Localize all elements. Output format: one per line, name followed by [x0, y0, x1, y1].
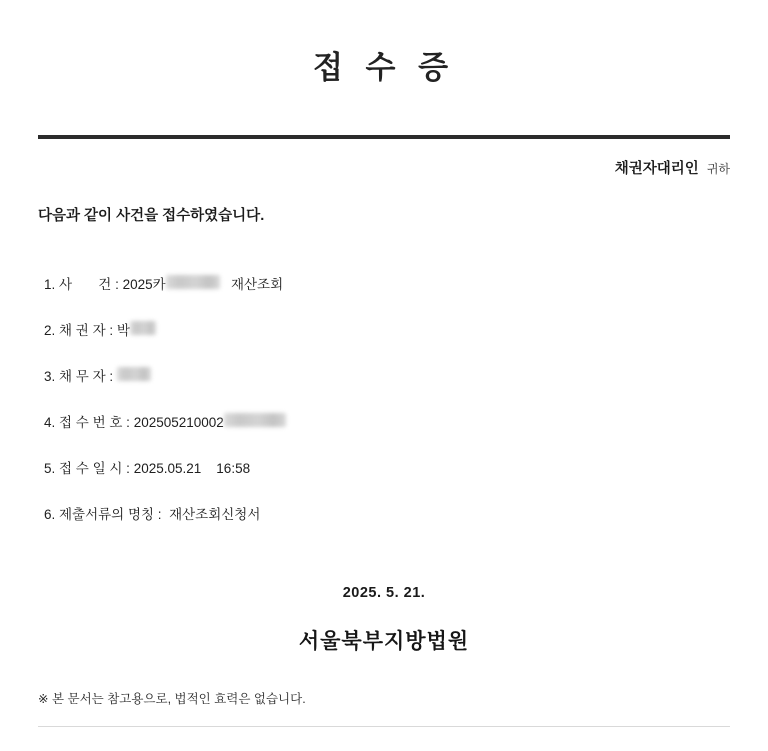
item-value-prefix: 2025카 [122, 277, 166, 292]
item-label: 5. 접 수 일 시 : [44, 461, 130, 476]
court-name: 서울북부지방법원 [298, 630, 470, 653]
redacted-block [166, 275, 220, 289]
intro-text: 다음과 같이 사건을 접수하였습니다. [38, 208, 265, 224]
receipt-document [0, 42, 768, 751]
item-label: 6. 제출서류의 명칭 : [44, 507, 162, 522]
recipient-name: 채권자대리인 [614, 161, 699, 177]
item-label: 3. 채 무 자 : [44, 369, 114, 384]
item-label: 2. 채 권 자 : [44, 323, 114, 338]
item-value-suffix: 재산조회신청서 [169, 507, 261, 522]
item-value-prefix: 2025.05.21 [133, 461, 202, 476]
item-label: 4. 접 수 번 호 : [44, 415, 130, 430]
recipient-row [38, 157, 730, 178]
redacted-block [130, 321, 156, 335]
list-item [44, 273, 730, 293]
list-item [44, 503, 730, 523]
list-item [44, 411, 730, 431]
page-title: 접 수 증 [312, 50, 456, 85]
title-divider [38, 135, 730, 139]
item-value-suffix: 재산조회 [230, 277, 284, 292]
item-label: 1. 사 건 : [44, 277, 119, 292]
item-value-prefix: 박 [116, 323, 130, 338]
bottom-divider [38, 726, 730, 727]
list-item [44, 457, 730, 477]
item-value-prefix: 202505210002 [133, 415, 224, 430]
list-item [44, 319, 730, 339]
redacted-block [224, 413, 286, 427]
disclaimer-note: ※ 본 문서는 참고용으로, 법적인 효력은 없습니다. [38, 692, 306, 706]
list-item [44, 365, 730, 385]
issue-date: 2025. 5. 21. [342, 585, 426, 601]
items-list [44, 273, 730, 523]
item-value-suffix: 16:58 [216, 461, 251, 476]
redacted-block [117, 367, 151, 381]
recipient-suffix: 귀하 [706, 162, 730, 176]
